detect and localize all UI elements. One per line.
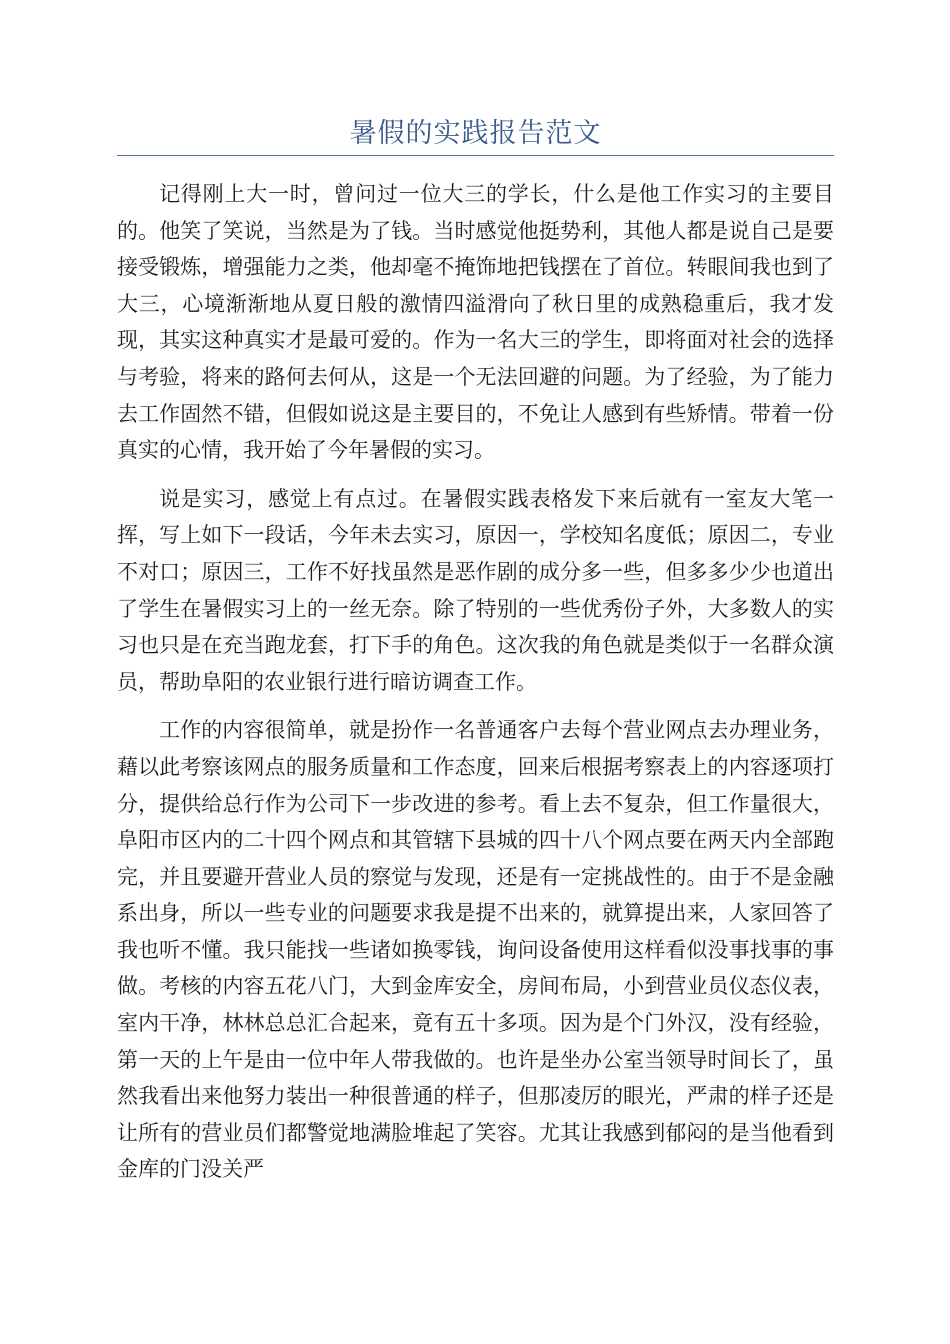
paragraph-2: 说是实习，感觉上有点过。在暑假实践表格发下来后就有一室友大笔一挥，写上如下一段话，今年未去实习，原因一，学校知名度低；原因二，专业不对口；原因三，工作不好找虽然是恶作剧的成分多一些，但多多少少也道出了学生在暑假实习上的一丝无奈。除了特别的一些优秀份子外，大多数人的实习也只是在充当跑龙套，打下手的角色。这次我的角色就是类似于一名群众演员，帮助阜阳的农业银行进行暗访调查工作。 — [117, 486, 834, 694]
document-body — [117, 176, 834, 1200]
title-underline — [117, 155, 834, 156]
paragraph-3: 工作的内容很简单，就是扮作一名普通客户去每个营业网点去办理业务，藉以此考察该网点的服务质量和工作态度，回来后根据考察表上的内容逐项打分，提供给总行作为公司下一步改进的参考。看上去不复杂，但工作量很大，阜阳市区内的二十四个网点和其管辖下县城的四十八个网点要在两天内全部跑完，并且要避开营业人员的察觉与发现，还是有一定挑战性的。由于不是金融系出身，所以一些专业的问题要求我是提不出来的，就算提出来，人家回答了我也听不懂。我只能找一些诸如换零钱，询问设备使用这样看似没事找事的事做。考核的内容五花八门，大到金库安全，房间布局，小到营业员仪态仪表，室内干净，林林总总汇合起来，竟有五十多项。因为是个门外汉，没有经验，第一天的上午是由一位中年人带我做的。也许是坐办公室当领导时间长了，虽然我看出来他努力装出一种很普通的样子，但那凌厉的眼光，严肃的样子还是让所有的营业员们都警觉地满脸堆起了笑容。尤其让我感到郁闷的是当他看到金库的门没关严 — [117, 718, 834, 1182]
paragraph-1: 记得刚上大一时，曾问过一位大三的学长，什么是他工作实习的主要目的。他笑了笑说，当然是为了钱。当时感觉他挺势利，其他人都是说自己是要接受锻炼，增强能力之类，他却毫不掩饰地把钱摆在了首位。转眼间我也到了大三，心境渐渐地从夏日般的激情四溢滑向了秋日里的成熟稳重后，我才发现，其实这种真实才是最可爱的。作为一名大三的学生，即将面对社会的选择与考验，将来的路何去何从，这是一个无法回避的问题。为了经验，为了能力去工作固然不错，但假如说这是主要目的，不免让人感到有些矫情。带着一份真实的心情，我开始了今年暑假的实习。 — [117, 182, 834, 463]
document-title: 暑假的实践报告范文 — [349, 118, 602, 149]
